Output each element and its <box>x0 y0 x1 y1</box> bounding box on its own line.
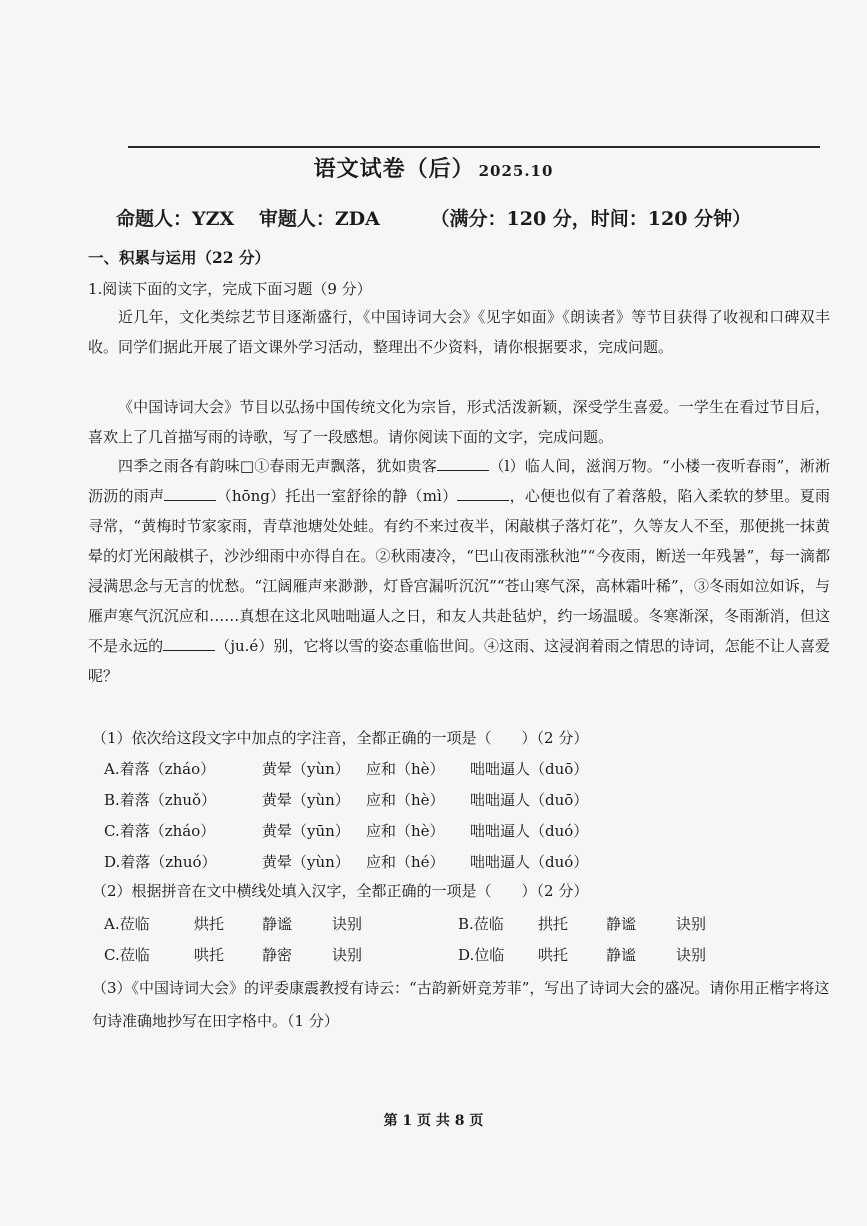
option-row-b[interactable] <box>104 789 620 810</box>
para3-part-e: （ju.é）别，它将以雪的姿态重临世间。④这雨、这浸润着雨之情思的诗词，怎能不让人喜爱呢？ <box>88 637 830 685</box>
question-1-heading: 1.阅读下面的文字，完成下面习题（9 分） <box>88 280 372 298</box>
option-cell: 诀别 <box>332 946 363 964</box>
option-cell: 咄咄逼人（duó） <box>470 822 589 840</box>
option-cell: 静谧 <box>606 915 637 933</box>
sub-question-1: （1）依次给这段文字中加点的字注音，全都正确的一项是（ ）（2 分） <box>92 729 589 747</box>
para3-part-a: 四季之雨各有韵味□①春雨无声飘落，犹如贵客 <box>118 457 438 475</box>
option-cell: B.着落（zhuǒ） <box>104 791 217 809</box>
para3-part-b: （l）临人间，滋润万物。“小楼一夜听春雨”，淅淅沥沥的雨声 <box>88 457 830 505</box>
option-cell: 诀别 <box>676 915 707 933</box>
option-cell: A.着落（zháo） <box>104 760 216 778</box>
option-cell: 静密 <box>262 946 293 964</box>
page-footer: 第 1 页 共 8 页 <box>383 1113 484 1129</box>
option-cell: D.着落（zhuó） <box>104 853 217 871</box>
option-cell: 哄托 <box>194 946 225 964</box>
fill-blank-2[interactable] <box>164 486 216 501</box>
score-time: （满分：120 分，时间：120 分钟） <box>430 208 752 230</box>
option-cell: 黄晕（yūn） <box>262 822 350 840</box>
fill-blank-4[interactable] <box>163 636 215 651</box>
option-cell: B.莅临 <box>458 915 504 933</box>
option-cell: 黄晕（yùn） <box>262 760 350 778</box>
exam-date: 2025.10 <box>478 162 554 180</box>
option-cell: D.位临 <box>458 946 505 964</box>
section-heading: 一、积累与运用（22 分） <box>88 248 270 267</box>
para3-part-d: ，心便也似有了着落般，陷入柔软的梦里。夏雨寻常，“黄梅时节家家雨，青草池塘处处蛙。有约不来过夜半，闲敲棋子落灯花”，久等友人不至，那便挑一抹黄晕的灯光闲敲棋子，沙沙细雨中亦得自在。②秋雨凄冷，“巴山夜雨涨秋池”“今夜雨，断送一年残暑”，每一滴都浸满思念与无言的忧愁。“江阔雁声来渺渺，灯昏宫漏听沉沉”“苍山寒气深，高林霜叶稀”，③冬雨如泣如诉，与雁声寒气沉沉应和……真想在这北风咄咄逼人之日，和友人共赴毡炉，约一场温暖。冬寒渐深，冬雨渐消，但这不是永远的 <box>88 487 830 655</box>
option-cell: 咄咄逼人（duō） <box>470 760 589 778</box>
exam-meta <box>116 204 836 231</box>
option-cell: 应和（hé） <box>366 853 445 871</box>
option-cell: 咄咄逼人（duō） <box>470 791 589 809</box>
option-cell: 烘托 <box>194 915 225 933</box>
passage-paragraph-3 <box>88 451 830 691</box>
fill-blank-3[interactable] <box>457 486 509 501</box>
passage-paragraph-2: 《中国诗词大会》节目以弘扬中国传统文化为宗旨，形式活泼新颖，深受学生喜爱。一学生在看过节目后，喜欢上了几首描写雨的诗歌，写了一段感想。请你阅读下面的文字，完成问题。 <box>88 398 830 446</box>
option-cell: 拱托 <box>538 915 569 933</box>
option-cell: 黄晕（yùn） <box>262 791 350 809</box>
sub-question-2: （2）根据拼音在文中横线处填入汉字，全都正确的一项是（ ）（2 分） <box>92 882 589 900</box>
option-cell: 诀别 <box>332 915 363 933</box>
option-cell: 静谧 <box>262 915 293 933</box>
reviewer: 审题人：ZDA <box>258 208 380 230</box>
sub-question-3: （3）《中国诗词大会》的评委康震教授有诗云：“古韵新妍竞芳菲”，写出了诗词大会的盛况。请你用正楷字将这句诗准确地抄写在田字格中。（1 分） <box>92 979 830 1030</box>
option-cell: 黄晕（yùn） <box>262 853 350 871</box>
option-row-a[interactable] <box>104 758 620 779</box>
header-rule <box>128 146 820 148</box>
option-cell: 咄咄逼人（duó） <box>470 853 589 871</box>
passage-paragraph-1: 近几年，文化类综艺节目逐渐盛行，《中国诗词大会》《见字如面》《朗读者》等节目获得了收视和口碑双丰收。同学们据此开展了语文课外学习活动，整理出不少资料，请你根据要求，完成问题。 <box>88 308 830 356</box>
exam-title <box>0 152 867 183</box>
option-cell: 哄托 <box>538 946 569 964</box>
option-cell: 应和（hè） <box>366 822 445 840</box>
option-cell: C.着落（zháo） <box>104 822 216 840</box>
option-cell: C.莅临 <box>104 946 150 964</box>
option-cell: 静谧 <box>606 946 637 964</box>
option-row-d[interactable] <box>104 851 620 872</box>
title-text: 语文试卷（后） <box>313 156 475 182</box>
para3-part-c: （hōng）托出一室舒徐的静（mì） <box>216 487 458 505</box>
option-row-ab[interactable] <box>104 913 736 934</box>
option-cell: A.莅临 <box>104 915 150 933</box>
fill-blank-1[interactable] <box>437 456 489 471</box>
option-cell: 诀别 <box>676 946 707 964</box>
option-cell: 应和（hè） <box>366 760 445 778</box>
option-row-cd[interactable] <box>104 944 736 965</box>
option-row-c[interactable] <box>104 820 620 841</box>
option-cell: 应和（hè） <box>366 791 445 809</box>
setter: 命题人：YZX <box>116 208 235 230</box>
